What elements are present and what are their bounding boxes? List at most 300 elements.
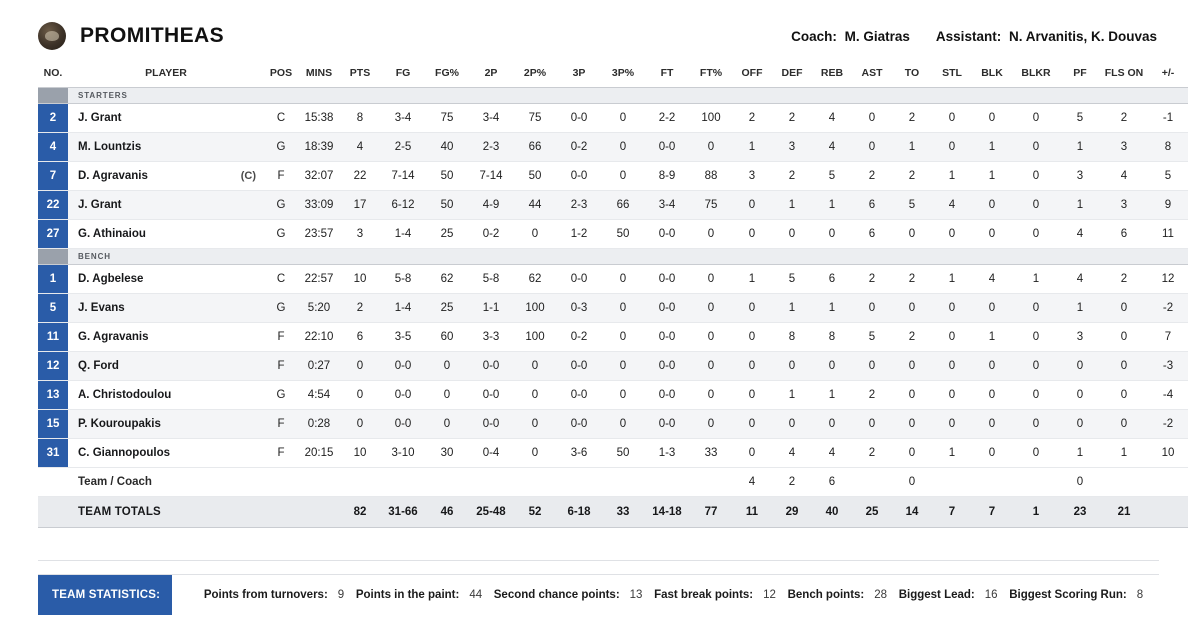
- cell-stl: 1: [932, 439, 972, 468]
- cell-ft-pct: 0: [690, 133, 732, 162]
- col-2p[interactable]: 2P: [468, 60, 514, 88]
- team-coach-cell-fg-pct: [426, 468, 468, 497]
- cell-3p: 0-2: [556, 323, 602, 352]
- cell-def: 1: [772, 294, 812, 323]
- cell-pos: G: [264, 191, 298, 220]
- player-name: Q. Ford: [78, 360, 119, 372]
- cell-plus-minus: 11: [1148, 220, 1188, 249]
- col-to[interactable]: TO: [892, 60, 932, 88]
- team-stat-item: [494, 589, 643, 601]
- cell-ft-pct: 0: [690, 294, 732, 323]
- team-totals-label: TEAM TOTALS: [68, 497, 264, 528]
- col-pts[interactable]: PTS: [340, 60, 380, 88]
- cell-to: 2: [892, 323, 932, 352]
- cell-ft: 0-0: [644, 323, 690, 352]
- cell-fg-pct: 0: [426, 381, 468, 410]
- cell-reb: 0: [812, 220, 852, 249]
- cell-plus-minus: -1: [1148, 104, 1188, 133]
- cell-ft-pct: 0: [690, 220, 732, 249]
- cell-ast: 2: [852, 381, 892, 410]
- table-row[interactable]: [38, 439, 1188, 468]
- cell-pts: 3: [340, 220, 380, 249]
- team-coach-cell-ast: [852, 468, 892, 497]
- team-totals-row: [38, 497, 1188, 528]
- cell-def: 1: [772, 191, 812, 220]
- team-stat-item: [204, 589, 344, 601]
- cell-off: 0: [732, 410, 772, 439]
- cell-ast: 5: [852, 323, 892, 352]
- cell-pos: G: [264, 381, 298, 410]
- cell-ast: 0: [852, 352, 892, 381]
- team-header: [0, 0, 1197, 60]
- cell-to: 2: [892, 162, 932, 191]
- team-statistics-items: [172, 575, 1159, 615]
- team-coach-number-cell: [38, 468, 68, 497]
- cell-3p-pct: 0: [602, 133, 644, 162]
- col-pf[interactable]: PF: [1060, 60, 1100, 88]
- player-number: 13: [38, 381, 68, 409]
- cell-to: 0: [892, 439, 932, 468]
- cell-fg: 7-14: [380, 162, 426, 191]
- totals-cell-off: 11: [732, 497, 772, 528]
- col-pos[interactable]: POS: [264, 60, 298, 88]
- cell-blkr: 0: [1012, 323, 1060, 352]
- cell-pf: 3: [1060, 162, 1100, 191]
- team-stat-label: Points in the paint:: [355, 589, 460, 601]
- team-coach-cell-ft: [644, 468, 690, 497]
- cell-fg-pct: 75: [426, 104, 468, 133]
- cell-pos: G: [264, 220, 298, 249]
- totals-cell-3p: 6-18: [556, 497, 602, 528]
- table-row[interactable]: [38, 381, 1188, 410]
- cell-fg: 1-4: [380, 294, 426, 323]
- cell-fg-pct: 50: [426, 191, 468, 220]
- cell-blkr: 0: [1012, 352, 1060, 381]
- cell-reb: 5: [812, 162, 852, 191]
- col-3p[interactable]: 3P: [556, 60, 602, 88]
- col-stl[interactable]: STL: [932, 60, 972, 88]
- cell-mins: 33:09: [298, 191, 340, 220]
- team-stat-label: Biggest Scoring Run:: [1009, 589, 1127, 601]
- cell-2p: 0-0: [468, 381, 514, 410]
- cell-off: 1: [732, 133, 772, 162]
- player-name-cell[interactable]: [68, 294, 264, 323]
- col-2ppct[interactable]: 2P%: [514, 60, 556, 88]
- cell-fls-on: 0: [1100, 381, 1148, 410]
- player-name-cell[interactable]: [68, 439, 264, 468]
- cell-fg-pct: 25: [426, 294, 468, 323]
- cell-pf: 0: [1060, 381, 1100, 410]
- cell-blkr: 1: [1012, 265, 1060, 294]
- cell-2p: 0-0: [468, 410, 514, 439]
- cell-plus-minus: -3: [1148, 352, 1188, 381]
- team-coach-cell-2p: [468, 468, 514, 497]
- cell-blk: 1: [972, 323, 1012, 352]
- cell-mins: 23:57: [298, 220, 340, 249]
- player-name: A. Christodoulou: [78, 389, 172, 401]
- cell-blkr: 0: [1012, 191, 1060, 220]
- player-name: J. Grant: [78, 199, 122, 211]
- cell-fls-on: 0: [1100, 410, 1148, 439]
- cell-pf: 1: [1060, 133, 1100, 162]
- cell-reb: 1: [812, 381, 852, 410]
- totals-cell-ft-pct: 77: [690, 497, 732, 528]
- cell-off: 0: [732, 439, 772, 468]
- cell-2p: 5-8: [468, 265, 514, 294]
- cell-blk: 0: [972, 220, 1012, 249]
- col-ast[interactable]: AST: [852, 60, 892, 88]
- cell-3p-pct: 50: [602, 439, 644, 468]
- cell-mins: 32:07: [298, 162, 340, 191]
- player-name-cell[interactable]: [68, 133, 264, 162]
- cell-plus-minus: -2: [1148, 410, 1188, 439]
- cell-ft-pct: 0: [690, 352, 732, 381]
- table-row[interactable]: [38, 352, 1188, 381]
- table-body: [38, 88, 1188, 528]
- cell-reb: 0: [812, 410, 852, 439]
- col-ft[interactable]: FT: [644, 60, 690, 88]
- cell-stl: 0: [932, 133, 972, 162]
- team-stat-value: 13: [629, 589, 643, 601]
- table-row[interactable]: [38, 294, 1188, 323]
- cell-2p-pct: 0: [514, 381, 556, 410]
- cell-def: 2: [772, 104, 812, 133]
- cell-ast: 0: [852, 133, 892, 162]
- cell-3p: 0-0: [556, 265, 602, 294]
- cell-pts: 10: [340, 265, 380, 294]
- assistant-block: [936, 29, 1157, 44]
- cell-stl: 0: [932, 381, 972, 410]
- table-row[interactable]: [38, 191, 1188, 220]
- player-number-cell: [38, 220, 68, 249]
- totals-cell-pf: 23: [1060, 497, 1100, 528]
- team-stat-item: [899, 589, 998, 601]
- player-name: G. Athinaiou: [78, 228, 146, 240]
- totals-cell-blk: 7: [972, 497, 1012, 528]
- totals-number-cell: [38, 497, 68, 528]
- cell-blk: 0: [972, 381, 1012, 410]
- player-name-cell[interactable]: [68, 410, 264, 439]
- player-number-cell: [38, 133, 68, 162]
- cell-2p: 0-0: [468, 352, 514, 381]
- cell-2p-pct: 0: [514, 410, 556, 439]
- cell-fg-pct: 25: [426, 220, 468, 249]
- team-stat-value: 44: [469, 589, 483, 601]
- cell-pts: 22: [340, 162, 380, 191]
- team-coach-cell-blkr: [1012, 468, 1060, 497]
- col-no[interactable]: NO.: [38, 60, 68, 88]
- col-flson[interactable]: FLS ON: [1100, 60, 1148, 88]
- section-header-row: [38, 249, 1188, 265]
- cell-fg-pct: 62: [426, 265, 468, 294]
- col-3ppct[interactable]: 3P%: [602, 60, 644, 88]
- team-stat-item: [356, 589, 482, 601]
- col-blkr[interactable]: BLKR: [1012, 60, 1060, 88]
- team-coach-cell-mins: [298, 468, 340, 497]
- player-name: M. Lountzis: [78, 141, 142, 153]
- player-name-cell[interactable]: [68, 220, 264, 249]
- team-stat-label: Bench points:: [787, 589, 865, 601]
- team-stat-value: 28: [874, 589, 888, 601]
- table-row[interactable]: [38, 220, 1188, 249]
- team-logo-icon: [38, 22, 66, 50]
- cell-plus-minus: 10: [1148, 439, 1188, 468]
- cell-fg-pct: 0: [426, 410, 468, 439]
- cell-reb: 0: [812, 352, 852, 381]
- cell-reb: 4: [812, 104, 852, 133]
- team-coach-cell-def: 2: [772, 468, 812, 497]
- cell-ast: 0: [852, 410, 892, 439]
- team-coach-cell-fg: [380, 468, 426, 497]
- cell-ft: 8-9: [644, 162, 690, 191]
- cell-2p: 2-3: [468, 133, 514, 162]
- section-header-row: [38, 88, 1188, 104]
- team-coach-cell-blk: [972, 468, 1012, 497]
- totals-cell-3p-pct: 33: [602, 497, 644, 528]
- player-name-cell[interactable]: [68, 352, 264, 381]
- col-plusminus[interactable]: +/-: [1148, 60, 1188, 88]
- cell-2p-pct: 50: [514, 162, 556, 191]
- team-stat-value: 16: [984, 589, 998, 601]
- cell-pos: G: [264, 294, 298, 323]
- cell-mins: 0:27: [298, 352, 340, 381]
- totals-cell-mins: [298, 497, 340, 528]
- player-name: J. Evans: [78, 302, 125, 314]
- team-coach-cell-2p-pct: [514, 468, 556, 497]
- cell-fls-on: 0: [1100, 294, 1148, 323]
- player-name-cell[interactable]: [68, 265, 264, 294]
- coach-label: Coach:: [791, 28, 837, 44]
- player-number-cell: [38, 439, 68, 468]
- cell-pf: 4: [1060, 220, 1100, 249]
- cell-ft: 3-4: [644, 191, 690, 220]
- cell-def: 0: [772, 410, 812, 439]
- cell-blk: 0: [972, 104, 1012, 133]
- col-player[interactable]: PLAYER: [68, 60, 264, 88]
- cell-pf: 1: [1060, 191, 1100, 220]
- cell-def: 0: [772, 220, 812, 249]
- cell-stl: 0: [932, 104, 972, 133]
- cell-def: 5: [772, 265, 812, 294]
- col-ftpct[interactable]: FT%: [690, 60, 732, 88]
- cell-2p: 4-9: [468, 191, 514, 220]
- table-row[interactable]: [38, 133, 1188, 162]
- cell-pts: 4: [340, 133, 380, 162]
- player-number: 22: [38, 191, 68, 219]
- cell-plus-minus: -4: [1148, 381, 1188, 410]
- player-number-cell: [38, 410, 68, 439]
- cell-blk: 0: [972, 439, 1012, 468]
- col-blk[interactable]: BLK: [972, 60, 1012, 88]
- player-name: J. Grant: [78, 112, 122, 124]
- cell-fls-on: 6: [1100, 220, 1148, 249]
- cell-fls-on: 2: [1100, 265, 1148, 294]
- cell-mins: 18:39: [298, 133, 340, 162]
- team-coach-row: [38, 468, 1188, 497]
- team-coach-cell-fls-on: [1100, 468, 1148, 497]
- cell-fls-on: 0: [1100, 352, 1148, 381]
- cell-pos: F: [264, 323, 298, 352]
- table-row[interactable]: [38, 265, 1188, 294]
- team-coach-label: Team / Coach: [68, 468, 264, 497]
- team-coach-cell-3p: [556, 468, 602, 497]
- player-number-cell: [38, 162, 68, 191]
- section-label: BENCH: [78, 252, 111, 261]
- cell-blkr: 0: [1012, 220, 1060, 249]
- cell-pos: C: [264, 104, 298, 133]
- totals-cell-plus-minus: [1148, 497, 1188, 528]
- cell-fg: 0-0: [380, 381, 426, 410]
- cell-blk: 4: [972, 265, 1012, 294]
- col-off[interactable]: OFF: [732, 60, 772, 88]
- cell-stl: 1: [932, 162, 972, 191]
- player-number: 27: [38, 220, 68, 248]
- cell-fg-pct: 40: [426, 133, 468, 162]
- cell-fg-pct: 60: [426, 323, 468, 352]
- player-name: D. Agbelese: [78, 273, 144, 285]
- cell-3p-pct: 0: [602, 265, 644, 294]
- table-row[interactable]: [38, 162, 1188, 191]
- cell-ft-pct: 100: [690, 104, 732, 133]
- team-stat-item: [1009, 589, 1143, 601]
- team-stat-item: [654, 589, 776, 601]
- player-number-cell: [38, 352, 68, 381]
- cell-fg-pct: 30: [426, 439, 468, 468]
- cell-fg: 0-0: [380, 410, 426, 439]
- cell-to: 0: [892, 294, 932, 323]
- table-row[interactable]: [38, 104, 1188, 133]
- table-row[interactable]: [38, 410, 1188, 439]
- table-row[interactable]: [38, 323, 1188, 352]
- boxscore-table-wrap: [0, 60, 1197, 528]
- cell-2p: 0-4: [468, 439, 514, 468]
- cell-mins: 20:15: [298, 439, 340, 468]
- cell-stl: 4: [932, 191, 972, 220]
- team-statistics-bar: [38, 574, 1159, 615]
- cell-fls-on: 2: [1100, 104, 1148, 133]
- cell-3p: 3-6: [556, 439, 602, 468]
- team-coach-cell-pos: [264, 468, 298, 497]
- table-header: [38, 60, 1188, 88]
- cell-3p: 1-2: [556, 220, 602, 249]
- cell-pts: 17: [340, 191, 380, 220]
- cell-fg-pct: 50: [426, 162, 468, 191]
- team-stat-label: Second chance points:: [493, 589, 620, 601]
- team-coach-cell-ft-pct: [690, 468, 732, 497]
- player-name-cell[interactable]: [68, 162, 264, 191]
- cell-pts: 0: [340, 410, 380, 439]
- col-def[interactable]: DEF: [772, 60, 812, 88]
- cell-plus-minus: 7: [1148, 323, 1188, 352]
- player-number-cell: [38, 265, 68, 294]
- assistant-label: Assistant:: [935, 28, 1002, 44]
- cell-pf: 1: [1060, 439, 1100, 468]
- cell-ft: 0-0: [644, 352, 690, 381]
- player-name-cell[interactable]: [68, 323, 264, 352]
- player-number: 1: [38, 265, 68, 293]
- cell-pf: 4: [1060, 265, 1100, 294]
- cell-blk: 0: [972, 410, 1012, 439]
- team-stat-label: Points from turnovers:: [203, 589, 328, 601]
- totals-cell-pts: 82: [340, 497, 380, 528]
- cell-off: 0: [732, 381, 772, 410]
- cell-3p-pct: 0: [602, 162, 644, 191]
- player-name-cell[interactable]: [68, 191, 264, 220]
- cell-mins: 0:28: [298, 410, 340, 439]
- player-number-cell: [38, 104, 68, 133]
- team-coach-cell-pts: [340, 468, 380, 497]
- cell-blkr: 0: [1012, 410, 1060, 439]
- cell-pf: 3: [1060, 323, 1100, 352]
- cell-ft: 0-0: [644, 381, 690, 410]
- cell-3p: 0-2: [556, 133, 602, 162]
- cell-plus-minus: 5: [1148, 162, 1188, 191]
- cell-fg-pct: 0: [426, 352, 468, 381]
- cell-to: 0: [892, 352, 932, 381]
- team-name: PROMITHEAS: [80, 24, 225, 47]
- cell-fg: 6-12: [380, 191, 426, 220]
- col-mins[interactable]: MINS: [298, 60, 340, 88]
- player-number-cell: [38, 191, 68, 220]
- cell-3p-pct: 0: [602, 410, 644, 439]
- cell-blkr: 0: [1012, 162, 1060, 191]
- totals-cell-to: 14: [892, 497, 932, 528]
- team-coach-cell-3p-pct: [602, 468, 644, 497]
- cell-off: 2: [732, 104, 772, 133]
- player-number: 2: [38, 104, 68, 132]
- cell-blkr: 0: [1012, 439, 1060, 468]
- totals-cell-reb: 40: [812, 497, 852, 528]
- team-coach-cell-plus-minus: [1148, 468, 1188, 497]
- player-name-cell[interactable]: [68, 381, 264, 410]
- cell-off: 1: [732, 265, 772, 294]
- section-marker: [38, 249, 68, 264]
- cell-def: 0: [772, 352, 812, 381]
- coach-name: M. Giatras: [844, 28, 910, 44]
- cell-fg: 1-4: [380, 220, 426, 249]
- cell-fls-on: 0: [1100, 323, 1148, 352]
- cell-ast: 2: [852, 265, 892, 294]
- cell-2p: 0-2: [468, 220, 514, 249]
- cell-pos: C: [264, 265, 298, 294]
- cell-pts: 8: [340, 104, 380, 133]
- col-fgpct[interactable]: FG%: [426, 60, 468, 88]
- cell-ast: 2: [852, 162, 892, 191]
- col-fg[interactable]: FG: [380, 60, 426, 88]
- cell-ft: 0-0: [644, 220, 690, 249]
- cell-3p-pct: 0: [602, 381, 644, 410]
- cell-off: 0: [732, 191, 772, 220]
- player-name: P. Kouroupakis: [78, 418, 161, 430]
- col-reb[interactable]: REB: [812, 60, 852, 88]
- coach-block: [791, 29, 910, 44]
- player-name-cell[interactable]: [68, 104, 264, 133]
- cell-blkr: 0: [1012, 133, 1060, 162]
- cell-to: 5: [892, 191, 932, 220]
- cell-3p: 2-3: [556, 191, 602, 220]
- totals-cell-blkr: 1: [1012, 497, 1060, 528]
- cell-ft-pct: 0: [690, 265, 732, 294]
- cell-def: 2: [772, 162, 812, 191]
- cell-pts: 0: [340, 352, 380, 381]
- totals-cell-fg-pct: 46: [426, 497, 468, 528]
- cell-off: 0: [732, 220, 772, 249]
- boxscore-table: [38, 60, 1188, 528]
- cell-3p-pct: 66: [602, 191, 644, 220]
- totals-cell-stl: 7: [932, 497, 972, 528]
- cell-reb: 1: [812, 191, 852, 220]
- cell-3p-pct: 0: [602, 104, 644, 133]
